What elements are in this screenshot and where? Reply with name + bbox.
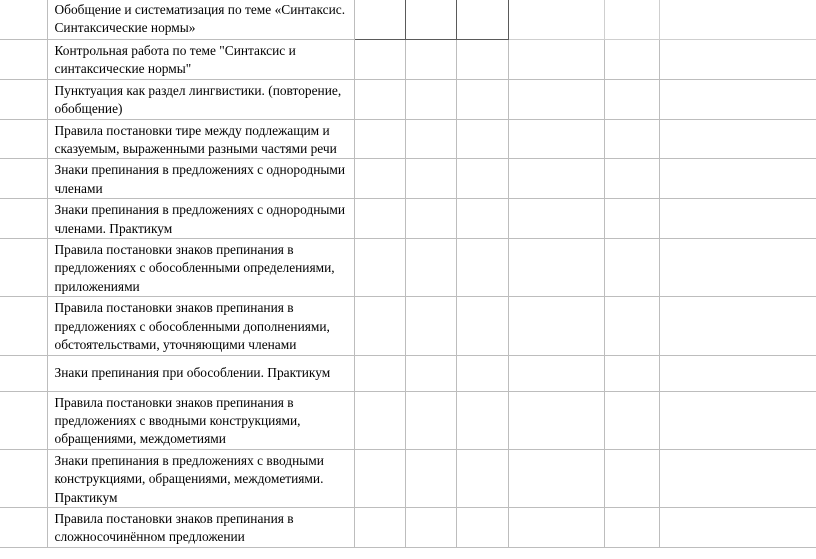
- table-row: [0, 159, 816, 199]
- lesson-topic-cell: Правила постановки знаков препинания в предложениях с обособленными дополнениями, обстоятельствами, уточняющими членами: [47, 297, 354, 355]
- row-number-cell: [0, 355, 47, 391]
- notes-cell: [659, 40, 816, 80]
- lesson-topic-cell: Контрольная работа по теме "Синтаксис и синтаксические нормы": [47, 40, 354, 80]
- date-cell: [508, 159, 604, 199]
- hours-cell: [354, 40, 405, 80]
- row-number-cell: [0, 297, 47, 355]
- table-row: [0, 391, 816, 449]
- control-cell: [405, 297, 456, 355]
- notes-cell: [659, 355, 816, 391]
- fact-date-cell: [604, 79, 659, 119]
- row-number-cell: [0, 449, 47, 507]
- practice-cell: [456, 159, 508, 199]
- control-cell: [405, 159, 456, 199]
- notes-cell: [659, 0, 816, 40]
- lesson-topic-cell: Знаки препинания в предложениях с вводными конструкциями, обращениями, междометиями. Практикум: [47, 449, 354, 507]
- lesson-topic-cell: Пунктуация как раздел лингвистики. (повторение, обобщение): [47, 79, 354, 119]
- row-number-cell: [0, 40, 47, 80]
- control-cell: [405, 0, 456, 40]
- date-cell: [508, 391, 604, 449]
- practice-cell: [456, 507, 508, 547]
- date-cell: [508, 297, 604, 355]
- fact-date-cell: [604, 507, 659, 547]
- hours-cell: [354, 355, 405, 391]
- row-number-cell: [0, 239, 47, 297]
- date-cell: [508, 79, 604, 119]
- notes-cell: [659, 297, 816, 355]
- practice-cell: [456, 0, 508, 40]
- practice-cell: [456, 391, 508, 449]
- control-cell: [405, 119, 456, 159]
- hours-cell: [354, 391, 405, 449]
- notes-cell: [659, 239, 816, 297]
- fact-date-cell: [604, 159, 659, 199]
- lesson-topic-cell: Обобщение и систематизация по теме «Синтаксис. Синтаксические нормы»: [47, 0, 354, 40]
- hours-cell: [354, 79, 405, 119]
- date-cell: [508, 239, 604, 297]
- practice-cell: [456, 449, 508, 507]
- notes-cell: [659, 449, 816, 507]
- fact-date-cell: [604, 449, 659, 507]
- notes-cell: [659, 159, 816, 199]
- date-cell: [508, 40, 604, 80]
- lesson-topic-cell: Правила постановки знаков препинания в сложносочинённом предложении: [47, 507, 354, 547]
- table-row: [0, 507, 816, 547]
- hours-cell: [354, 297, 405, 355]
- hours-cell: [354, 119, 405, 159]
- lesson-topic-cell: Знаки препинания в предложениях с однородными членами: [47, 159, 354, 199]
- practice-cell: [456, 199, 508, 239]
- fact-date-cell: [604, 355, 659, 391]
- fact-date-cell: [604, 40, 659, 80]
- hours-cell: [354, 239, 405, 297]
- date-cell: [508, 355, 604, 391]
- hours-cell: [354, 159, 405, 199]
- row-number-cell: [0, 391, 47, 449]
- practice-cell: [456, 239, 508, 297]
- practice-cell: [456, 79, 508, 119]
- table-row: [0, 0, 816, 40]
- table-row: [0, 239, 816, 297]
- table-row: [0, 40, 816, 80]
- fact-date-cell: [604, 391, 659, 449]
- notes-cell: [659, 391, 816, 449]
- control-cell: [405, 355, 456, 391]
- practice-cell: [456, 355, 508, 391]
- fact-date-cell: [604, 239, 659, 297]
- notes-cell: [659, 79, 816, 119]
- hours-cell: [354, 0, 405, 40]
- hours-cell: [354, 199, 405, 239]
- notes-cell: [659, 199, 816, 239]
- lesson-topic-cell: Правила постановки знаков препинания в предложениях с обособленными определениями, приложениями: [47, 239, 354, 297]
- control-cell: [405, 199, 456, 239]
- control-cell: [405, 239, 456, 297]
- fact-date-cell: [604, 297, 659, 355]
- row-number-cell: [0, 199, 47, 239]
- fact-date-cell: [604, 199, 659, 239]
- date-cell: [508, 119, 604, 159]
- practice-cell: [456, 40, 508, 80]
- table-row: [0, 355, 816, 391]
- table-row: [0, 79, 816, 119]
- fact-date-cell: [604, 0, 659, 40]
- table-row: [0, 297, 816, 355]
- lesson-topic-cell: Знаки препинания при обособлении. Практикум: [47, 355, 354, 391]
- row-number-cell: [0, 159, 47, 199]
- table-row: [0, 119, 816, 159]
- fact-date-cell: [604, 119, 659, 159]
- row-number-cell: [0, 79, 47, 119]
- date-cell: [508, 0, 604, 40]
- lesson-topic-cell: Знаки препинания в предложениях с однородными членами. Практикум: [47, 199, 354, 239]
- practice-cell: [456, 297, 508, 355]
- row-number-cell: [0, 507, 47, 547]
- notes-cell: [659, 507, 816, 547]
- control-cell: [405, 391, 456, 449]
- table-row: [0, 449, 816, 507]
- lesson-topic-cell: Правила постановки тире между подлежащим и сказуемым, выраженными разными частями речи: [47, 119, 354, 159]
- row-number-cell: [0, 119, 47, 159]
- notes-cell: [659, 119, 816, 159]
- practice-cell: [456, 119, 508, 159]
- row-number-cell: [0, 0, 47, 40]
- lesson-topic-cell: Правила постановки знаков препинания в предложениях с вводными конструкциями, обращениями, междометиями: [47, 391, 354, 449]
- control-cell: [405, 40, 456, 80]
- control-cell: [405, 79, 456, 119]
- control-cell: [405, 507, 456, 547]
- date-cell: [508, 449, 604, 507]
- date-cell: [508, 199, 604, 239]
- table-row: [0, 199, 816, 239]
- control-cell: [405, 449, 456, 507]
- hours-cell: [354, 449, 405, 507]
- hours-cell: [354, 507, 405, 547]
- date-cell: [508, 507, 604, 547]
